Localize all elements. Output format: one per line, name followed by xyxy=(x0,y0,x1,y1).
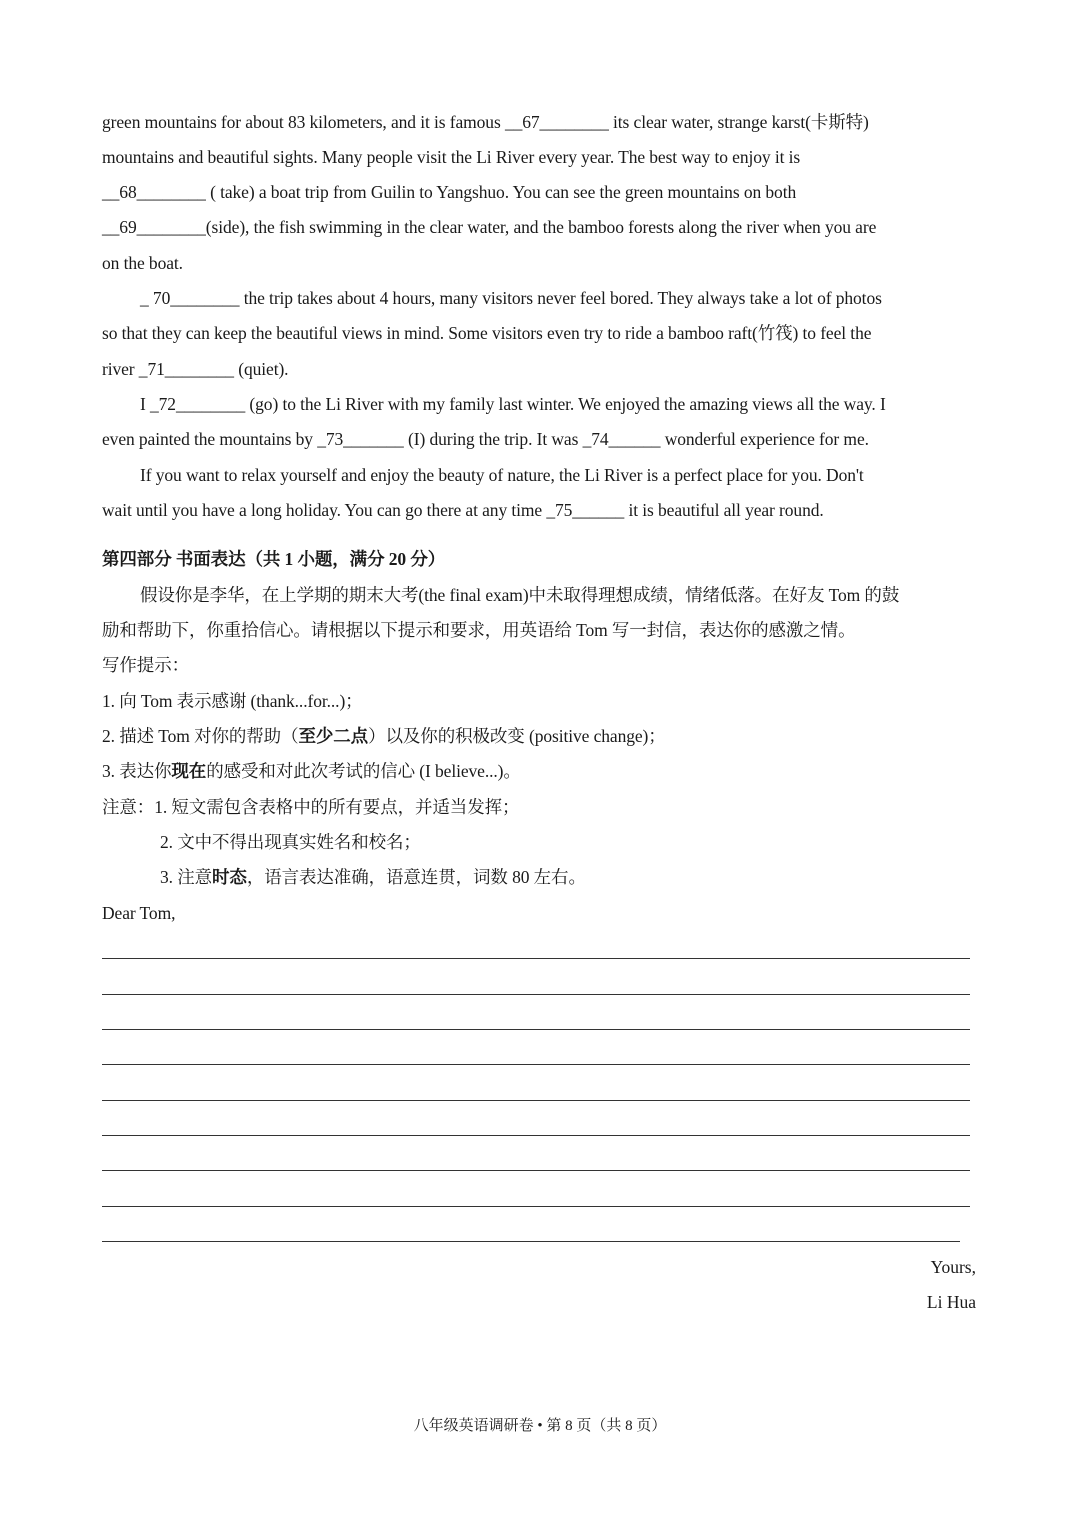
tip-item xyxy=(102,725,666,747)
passage-line: __69________(side), the fish swimming in the clear water, and the bamboo forests along the river when you are xyxy=(102,217,877,237)
passage-line: _ 70________ the trip takes about 4 hours, many visitors never feel bored. They always take a lot of photos xyxy=(140,288,882,308)
passage-line: __68________ ( take) a boat trip from Guilin to Yangshuo. You can see the green mountains on both xyxy=(102,182,797,202)
passage-line: river _71________ (quiet). xyxy=(102,359,289,379)
prompt-line: 励和帮助下，你重拾信心。请根据以下提示和要求，用英语给 Tom 写一封信，表达你的感激之情。 xyxy=(102,620,856,640)
writing-line[interactable] xyxy=(102,1206,970,1207)
writing-line[interactable] xyxy=(102,1241,960,1242)
passage-line: mountains and beautiful sights. Many people visit the Li River every year. The best way to enjoy it is xyxy=(102,147,801,167)
tip-emphasis: 至少二点 xyxy=(298,726,369,746)
tip-text: 3. 表达你 xyxy=(102,761,172,781)
passage-line: If you want to relax yourself and enjoy the beauty of nature, the Li River is a perfect place for you. Don't xyxy=(140,465,864,485)
tip-item xyxy=(102,760,521,782)
note-text: ，语言表达准确，语意连贯，词数 80 左右。 xyxy=(246,867,586,887)
note-text: 3. 注意 xyxy=(160,867,212,887)
tip-text: 2. 描述 Tom 对你的帮助（ xyxy=(102,726,299,746)
tip-text: 的感受和对此次考试的信心 (I believe...)。 xyxy=(206,761,521,781)
prompt-line: 假设你是李华，在上学期的期末大考(the final exam)中未取得理想成绩，情绪低落。在好友 Tom 的鼓 xyxy=(140,585,900,605)
letter-closing: Yours, xyxy=(930,1257,976,1277)
writing-line[interactable] xyxy=(102,958,970,959)
tip-emphasis: 现在 xyxy=(171,761,207,781)
tip-item: 1. 向 Tom 表示感谢 (thank...for...)； xyxy=(102,691,363,711)
page-footer: 八年级英语调研卷 • 第 8 页（共 8 页） xyxy=(413,1418,667,1434)
note-item xyxy=(160,866,586,888)
writing-line[interactable] xyxy=(102,1170,970,1171)
tips-label: 写作提示： xyxy=(102,655,189,675)
note-item: 2. 文中不得出现真实姓名和校名； xyxy=(160,832,421,852)
passage-line: even painted the mountains by _73_______ (I) during the trip. It was _74______ wonderful experience for me. xyxy=(102,429,869,449)
writing-line[interactable] xyxy=(102,1100,970,1101)
passage-line: I _72________ (go) to the Li River with my family last winter. We enjoyed the amazing views all the way. I xyxy=(140,394,886,414)
note-emphasis: 时态 xyxy=(212,867,247,887)
writing-line[interactable] xyxy=(102,1064,970,1065)
passage-line: on the boat. xyxy=(102,253,183,273)
tip-text: ）以及你的积极改变 (positive change)； xyxy=(368,726,666,746)
letter-signature: Li Hua xyxy=(926,1292,976,1312)
writing-line[interactable] xyxy=(102,1135,970,1136)
passage-line: wait until you have a long holiday. You can go there at any time _75______ it is beautiful all year round. xyxy=(102,500,824,520)
letter-salutation: Dear Tom, xyxy=(102,903,176,923)
passage-line: green mountains for about 83 kilometers, and it is famous __67________ its clear water, strange karst(卡斯特) xyxy=(102,112,869,132)
writing-line[interactable] xyxy=(102,1029,970,1030)
section-heading: 第四部分 书面表达（共 1 小题，满分 20 分） xyxy=(102,549,446,569)
passage-line: so that they can keep the beautiful views in mind. Some visitors even try to ride a bamboo raft(竹筏) to feel the xyxy=(102,323,872,343)
note-item: 注意：1. 短文需包含表格中的所有要点，并适当发挥； xyxy=(102,797,520,817)
writing-line[interactable] xyxy=(102,994,970,995)
